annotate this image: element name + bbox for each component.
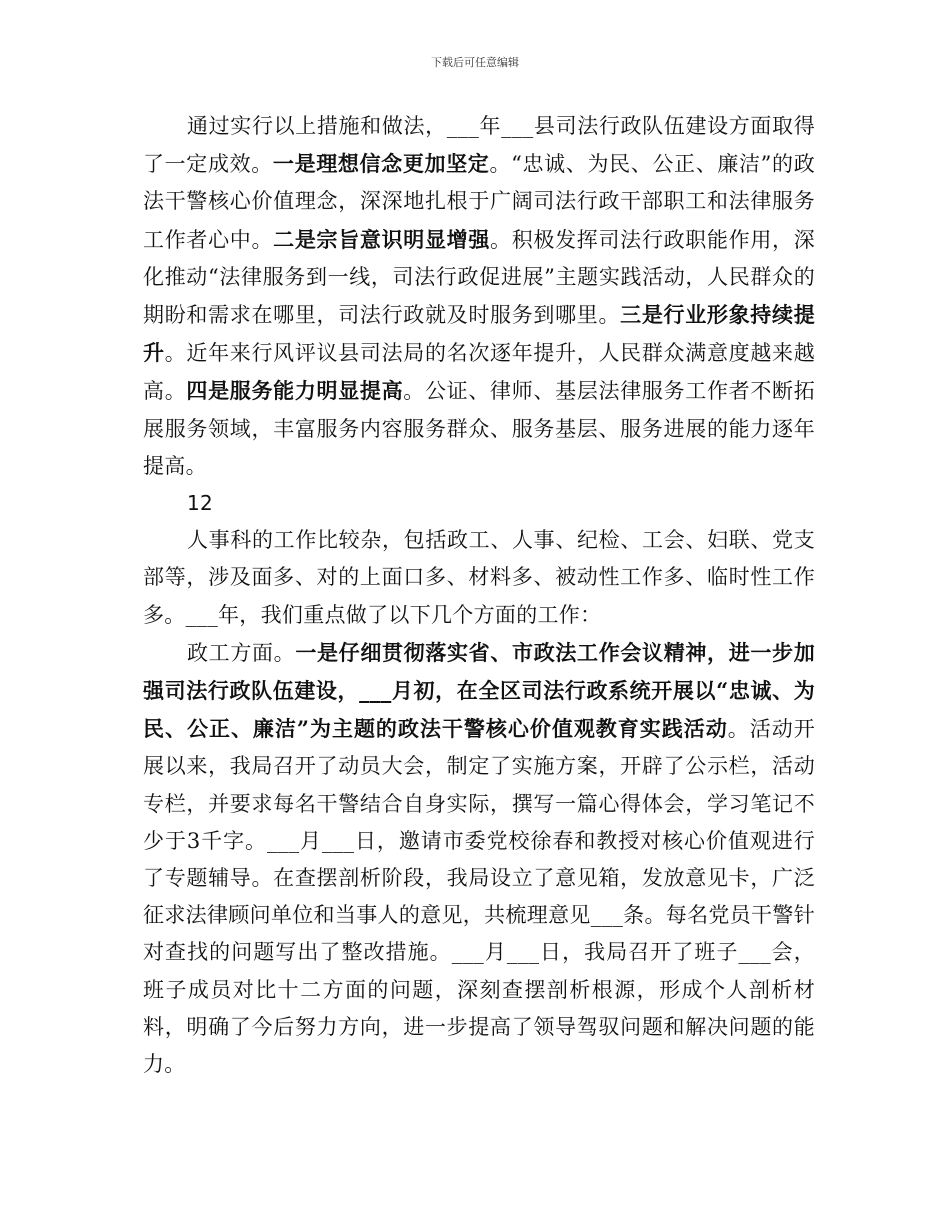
text-run: 。“忠诚、为民、公正、廉洁”的政法干警核心价值理念，深深地扎根于广阔司法行政干部职工和法律服务工作者心中。: [143, 152, 816, 252]
text-run: 。公证、律师、基层法律服务工作者不断拓展服务领域，丰富服务内容服务群众、服务基层、服务进展的能力逐年提高。: [143, 379, 816, 478]
bold-point-1: 一是理想信念更加坚定: [272, 151, 490, 177]
section-number: [143, 485, 815, 522]
bold-point-4: 四是服务能力明显提高: [186, 378, 404, 404]
text-run: 政工方面。: [187, 640, 296, 665]
bold-point-3: 三是行业形象持续提升: [143, 302, 815, 366]
section-number-text: 12: [187, 491, 214, 516]
bold-point-2: 二是宗旨意识明显增强: [273, 226, 491, 252]
paragraph-political-work: [143, 634, 815, 1083]
bold-point-1: 一是仔细贯彻落实省、市政法工作会议精神，进一步加强司法行政队伍建设，___月初，在全区司法行政系统开展以“忠诚、为民、公正、廉洁”为主题的政法干警核心价值观教育实践活动: [143, 639, 815, 742]
document-body: [143, 108, 815, 1083]
paragraph-intro: 人事科的工作比较杂，包括政工、人事、纪检、工会、妇联、党支部等，涉及面多、对的上面口多、材料多、被动性工作多、临时性工作多。___年，我们重点做了以下几个方面的工作：: [143, 528, 815, 627]
page-header: 下载后可任意编辑: [431, 56, 519, 69]
text-run: 。近年来行风评议县司法局的名次逐年提升，人民群众满意度越来越高。: [143, 341, 815, 404]
paragraph-achievements: [143, 108, 815, 485]
text-run: 通过实行以上措施和做法，___年___县司法行政队伍建设方面取得了一定成效。: [143, 114, 815, 177]
text-run: 。活动开展以来，我局召开了动员大会，制定了实施方案，开辟了公示栏，活动专栏，并要求每名干警结合自身实际，撰写一篇心得体会，学习笔记不少于3千字。___月___日，邀请市委党校徐春和教授对核心价值观进行了专题辅导。在查摆剖析阶段，我局设立了意见箱，发放意见卡，广泛征求法律顾问单位和当事人的意见，共梳理意见___条。每名党员干警针对查找的问题写出了整改措施。___月___日，我局召开了班子___会，班子成员对比十二方面的问题，深刻查摆剖析根源，形成个人剖析材料，明确了今后努力方向，进一步提高了领导驾驭问题和解决问题的能力。: [143, 717, 815, 1077]
text-run: 。积极发挥司法行政职能作用，深化推动“法律服务到一线，司法行政促进展”主题实践活动，人民群众的期盼和需求在哪里，司法行政就及时服务到哪里。: [143, 227, 815, 328]
